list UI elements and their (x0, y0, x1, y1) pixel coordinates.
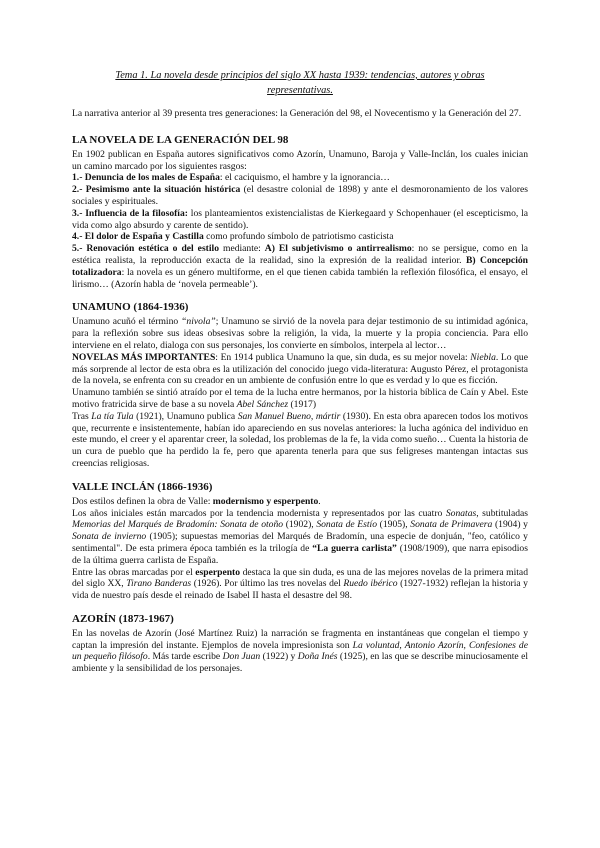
section-heading: LA NOVELA DE LA GENERACIÓN DEL 98 (72, 133, 289, 146)
section-heading: VALLE INCLÁN (1866-1936) (72, 480, 213, 493)
section-heading: UNAMUNO (1864-1936) (72, 301, 189, 314)
paragraph: Unamuno también se sintió atraído por el tema de la lucha entre hermanos, por la historia bíblica de Caín y Abel. Este motivo fratricida sirve de base a su novela Abel Sánchez (1917) (72, 387, 528, 410)
feature-item: 5.- Renovación estética o del estilo mediante: A) El subjetivismo o antirrealismo: no se persigue, como en la estética realista, la reproducción exacta de la realidad, sino la expresión de la realidad interior. B) Concepción totalizadora: la novela es un género multiforme, en el que tienen cabida también la reflexión filosófica, el ensayo, el lirismo… (Azorín habla de ‘novela permeable’). (72, 243, 528, 290)
section-heading: AZORÍN (1873-1967) (72, 612, 174, 625)
paragraph: Tras La tía Tula (1921), Unamuno publica San Manuel Bueno, mártir (1930). En esta obra aparecen todos los motivos que, recurrente e insistentemente, habían ido apareciendo en sus novelas anteriores: la lucha agónica del individuo en este mundo, el creer y el aparentar creer, la soledad, los problemas de la fe, la vida como sueño… Cuenta la historia de un cura de pueblo que ha perdido la fe, pero que aparenta tenerla para que sus feligreses mantengan intactas sus creencias religiosas. (72, 410, 529, 469)
paragraph: NOVELAS MÁS IMPORTANTES: En 1914 publica Unamuno la que, sin duda, es su mejor novela: Niebla. Lo que más sorprende al lector de esta obra es la utilización del conocido juego vida-literatura: Augusto Pérez, el protagonista de la novela, se enfrenta con su creador en un ambiente de confusión entre lo que es verdad y lo que es ficción. (72, 351, 528, 387)
section-valle-inclan (72, 481, 528, 602)
paragraph: Unamuno acuñó el término “nivola”; Unamuno se sirvió de la novela para dejar testimonio de su intimidad agónica, para la reflexión sobre sus ideas obsesivas sobre la religión, la vida, la muerte y la propia conciencia. Para ello interviene en el relato, dialoga con sus personajes, los convierte en símbolos, interpela al lector… (72, 316, 528, 351)
document-title: Tema 1. La novela desde principios del siglo XX hasta 1939: tendencias, autores y obras representativas. (115, 70, 485, 96)
feature-item: 3.- Influencia de la filosofía: los planteamientos existencialistas de Kierkegaard y Schopenhauer (el escepticismo, la vida como algo absurdo y carente de sentido). (72, 207, 528, 231)
section-azorin (72, 613, 528, 675)
section-generacion-98 (72, 134, 528, 291)
section-unamuno (72, 301, 528, 469)
paragraph: En las novelas de Azorín (José Martínez Ruiz) la narración se fragmenta en instantáneas que congelan el tiempo y captan la impresión del instante. Ejemplos de novela impresionista son La voluntad, Antonio Azorín, Confesiones de un pequeño filósofo. Más tarde escribe Don Juan (1922) y Doña Inés (1925), en las que se describe minuciosamente el ambiente y la sensibilidad de los personajes. (72, 627, 529, 675)
paragraph: Dos estilos definen la obra de Valle: modernismo y esperpento. (72, 495, 321, 507)
intro-paragraph: La narrativa anterior al 39 presenta tres generaciones: la Generación del 98, el Novecentismo y la Generación del 27. (72, 108, 522, 119)
paragraph: En 1902 publican en España autores significativos como Azorín, Unamuno, Baroja y Valle-Inclán, los cuales inician un camino marcado por los siguientes rasgos: (72, 148, 528, 172)
paragraph: Entre las obras marcadas por el esperpento destaca la que sin duda, es una de las mejores novelas de la primera mitad del siglo XX, Tirano Banderas (1926). Por último las tres novelas del Ruedo ibérico (1927-1932) reflejan la historia y vida de nuestro país desde el reinado de Isabel II hasta el desastre del 98. (72, 566, 528, 602)
feature-item: 2.- Pesimismo ante la situación histórica (el desastre colonial de 1898) y ante el desmoronamiento de los valores sociales y espirituales. (72, 184, 528, 207)
document-page (72, 68, 528, 686)
feature-item: 1.- Denuncia de los males de España: el caciquismo, el hambre y la ignorancia… (72, 172, 390, 184)
paragraph: Los años iniciales están marcados por la tendencia modernista y representados por las cuatro Sonatas, subtituladas Memorias del Marqués de Bradomín: Sonata de otoño (1902), Sonata de Estío (1905), Sonata de Primavera (1904) y Sonata de invierno (1905); supuestas memorias del Marqués de Bradomín, una especie de donjuán, "feo, católico y sentimental". De esta primera época también es la trilogía de “La guerra carlista” (1908/1909), que narra episodios de la última guerra carlista de España. (72, 507, 528, 566)
feature-item: 4.- El dolor de España y Castilla como profundo símbolo de patriotismo casticista (72, 231, 394, 243)
